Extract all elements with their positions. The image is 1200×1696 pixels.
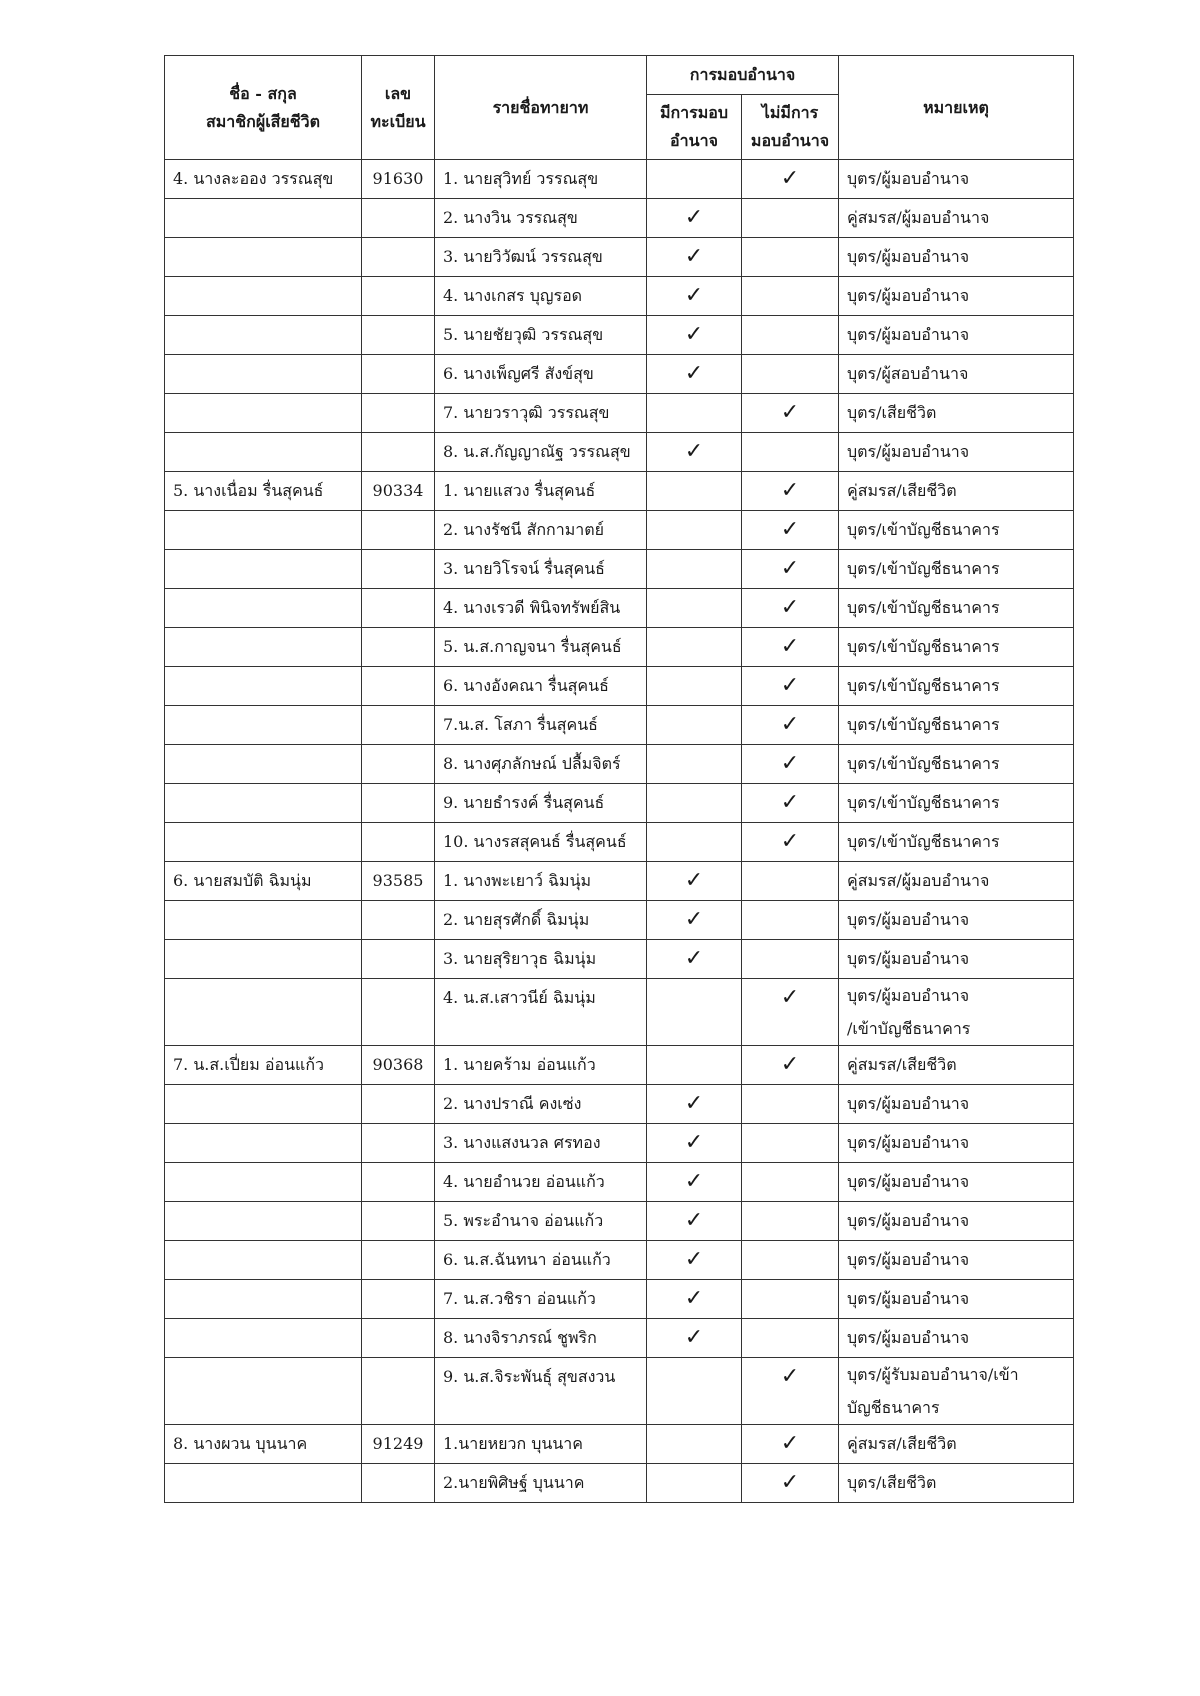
member-cell: [165, 979, 362, 1046]
no-authority-cell: [742, 1124, 839, 1163]
check-icon: ✓: [684, 439, 704, 464]
has-authority-cell: [647, 1319, 742, 1358]
no-authority-cell: [742, 1046, 839, 1085]
reg-cell: [362, 1124, 435, 1163]
heirs-table: [164, 55, 1074, 1503]
reg-cell: [362, 1280, 435, 1319]
table-row: [165, 940, 1074, 979]
no-authority-cell: [742, 1358, 839, 1425]
check-icon: ✓: [780, 556, 800, 581]
reg-cell: [362, 1202, 435, 1241]
reg-cell: [362, 979, 435, 1046]
check-icon: ✓: [684, 205, 704, 230]
note-cell: คู่สมรส/ผู้มอบอำนาจ: [839, 862, 1074, 901]
heir-name-cell: 6. นางเพ็ญศรี สังข์สุข: [435, 355, 647, 394]
has-authority-cell: [647, 394, 742, 433]
table-row: [165, 160, 1074, 199]
note-line: บุตร/ผู้รับมอบอำนาจ/เข้า: [847, 1365, 1019, 1384]
heir-name-cell: 1.นายหยวก บุนนาค: [435, 1425, 647, 1464]
has-authority-cell: [647, 1202, 742, 1241]
check-icon: ✓: [780, 634, 800, 659]
note-cell: บุตร/ผู้มอบอำนาจ: [839, 1085, 1074, 1124]
note-cell: บุตร/ผู้มอบอำนาจ: [839, 1163, 1074, 1202]
table-row: [165, 589, 1074, 628]
member-cell: [165, 199, 362, 238]
no-authority-cell: [742, 199, 839, 238]
has-authority-cell: [647, 745, 742, 784]
heir-name-cell: 10. นางรสสุคนธ์ รื่นสุคนธ์: [435, 823, 647, 862]
check-icon: ✓: [780, 517, 800, 542]
no-authority-cell: [742, 511, 839, 550]
note-cell: [839, 979, 1074, 1046]
table-row: [165, 1124, 1074, 1163]
member-cell: [165, 238, 362, 277]
no-authority-cell: [742, 940, 839, 979]
table-row: [165, 1241, 1074, 1280]
member-cell: [165, 1163, 362, 1202]
no-authority-cell: [742, 1085, 839, 1124]
table-row: [165, 1358, 1074, 1425]
check-icon: ✓: [684, 868, 704, 893]
heir-name-cell: 1. นายแสวง รื่นสุคนธ์: [435, 472, 647, 511]
table-row: [165, 433, 1074, 472]
member-cell: [165, 940, 362, 979]
reg-cell: [362, 628, 435, 667]
heir-name-cell: 3. นายสุริยาวุธ ฉิมนุ่ม: [435, 940, 647, 979]
member-cell: [165, 355, 362, 394]
note-cell: [839, 1358, 1074, 1425]
has-authority-cell: [647, 667, 742, 706]
heir-name-cell: 5. พระอำนาจ อ่อนแก้ว: [435, 1202, 647, 1241]
reg-cell: [362, 550, 435, 589]
note-cell: บุตร/เข้าบัญชีธนาคาร: [839, 745, 1074, 784]
member-cell: 4. นางละออง วรรณสุข: [165, 160, 362, 199]
heir-name-cell: 1. นางพะเยาว์ ฉิมนุ่ม: [435, 862, 647, 901]
has-authority-cell: [647, 550, 742, 589]
table-row: [165, 550, 1074, 589]
check-icon: ✓: [684, 1325, 704, 1350]
no-authority-cell: [742, 1241, 839, 1280]
reg-cell: [362, 706, 435, 745]
check-icon: ✓: [780, 1470, 800, 1495]
note-cell: บุตร/เสียชีวิต: [839, 1464, 1074, 1503]
has-authority-cell: [647, 199, 742, 238]
heir-name-cell: 3. นายวิวัฒน์ วรรณสุข: [435, 238, 647, 277]
has-authority-cell: [647, 1124, 742, 1163]
check-icon: ✓: [684, 946, 704, 971]
member-cell: [165, 784, 362, 823]
note-cell: บุตร/ผู้มอบอำนาจ: [839, 1319, 1074, 1358]
heir-name-cell: 2. นางรัชนี สักกามาตย์: [435, 511, 647, 550]
reg-cell: [362, 511, 435, 550]
reg-cell: [362, 1358, 435, 1425]
check-icon: ✓: [684, 283, 704, 308]
note-header: หมายเหตุ: [839, 56, 1074, 160]
heir-name-cell: 9. นายธำรงค์ รื่นสุคนธ์: [435, 784, 647, 823]
member-cell: [165, 1202, 362, 1241]
table-row: [165, 199, 1074, 238]
check-icon: ✓: [780, 595, 800, 620]
member-header: ชื่อ - สกุล สมาชิกผู้เสียชีวิต: [165, 56, 362, 160]
check-icon: ✓: [780, 790, 800, 815]
has-authority-cell: [647, 160, 742, 199]
reg-cell: [362, 277, 435, 316]
reg-cell: [362, 745, 435, 784]
table-row: [165, 901, 1074, 940]
check-icon: ✓: [684, 1169, 704, 1194]
no-authority-cell: [742, 589, 839, 628]
table-row: [165, 238, 1074, 277]
heir-name-cell: 6. นางอังคณา รื่นสุคนธ์: [435, 667, 647, 706]
no-authority-cell: [742, 316, 839, 355]
table-row: [165, 316, 1074, 355]
has-authority-cell: [647, 1464, 742, 1503]
has-authority-cell: [647, 979, 742, 1046]
member-cell: [165, 1464, 362, 1503]
reg-cell: [362, 199, 435, 238]
heir-name-cell: 4. นายอำนวย อ่อนแก้ว: [435, 1163, 647, 1202]
heir-name-cell: 7.น.ส. โสภา รื่นสุคนธ์: [435, 706, 647, 745]
heir-name-cell: 2. นางปราณี คงเซ่ง: [435, 1085, 647, 1124]
table-row: [165, 628, 1074, 667]
has-authority-cell: [647, 1046, 742, 1085]
note-cell: บุตร/ผู้มอบอำนาจ: [839, 1280, 1074, 1319]
no-authority-cell: [742, 355, 839, 394]
member-cell: 8. นางผวน บุนนาค: [165, 1425, 362, 1464]
table-row: [165, 745, 1074, 784]
table-row: [165, 823, 1074, 862]
member-cell: [165, 511, 362, 550]
has-authority-cell: [647, 355, 742, 394]
heir-name-cell: 1. นายคร้าม อ่อนแก้ว: [435, 1046, 647, 1085]
table-row: [165, 667, 1074, 706]
check-icon: ✓: [684, 244, 704, 269]
table-row: [165, 1085, 1074, 1124]
note-line: บัญชีธนาคาร: [847, 1398, 940, 1417]
note-cell: คู่สมรส/เสียชีวิต: [839, 1046, 1074, 1085]
note-cell: บุตร/ผู้มอบอำนาจ: [839, 433, 1074, 472]
no-authority-cell: [742, 745, 839, 784]
note-cell: บุตร/ผู้มอบอำนาจ: [839, 238, 1074, 277]
member-cell: [165, 1280, 362, 1319]
member-cell: [165, 1124, 362, 1163]
no-authority-cell: [742, 160, 839, 199]
reg-cell: [362, 1464, 435, 1503]
table-body: [165, 160, 1074, 1503]
member-cell: [165, 1085, 362, 1124]
member-cell: [165, 628, 362, 667]
heir-name-cell: 1. นายสุวิทย์ วรรณสุข: [435, 160, 647, 199]
reg-cell: [362, 667, 435, 706]
check-icon: ✓: [684, 1247, 704, 1272]
check-icon: ✓: [780, 985, 800, 1010]
reg-cell: [362, 1319, 435, 1358]
reg-cell: [362, 238, 435, 277]
heir-name-cell: 5. นายชัยวุฒิ วรรณสุข: [435, 316, 647, 355]
note-cell: บุตร/ผู้มอบอำนาจ: [839, 1124, 1074, 1163]
note-cell: บุตร/ผู้มอบอำนาจ: [839, 940, 1074, 979]
member-cell: [165, 550, 362, 589]
note-cell: คู่สมรส/เสียชีวิต: [839, 472, 1074, 511]
heir-name-cell: 7. นายวราวุฒิ วรรณสุข: [435, 394, 647, 433]
yes-header: มีการมอบ อำนาจ: [647, 95, 742, 160]
no-authority-cell: [742, 238, 839, 277]
member-cell: [165, 1358, 362, 1425]
heir-name-cell: 8. นางจิราภรณ์ ชูพริก: [435, 1319, 647, 1358]
member-cell: 5. นางเนื่อม รื่นสุคนธ์: [165, 472, 362, 511]
reg-cell: [362, 823, 435, 862]
reg-cell: [362, 901, 435, 940]
table-row: [165, 1046, 1074, 1085]
heir-name-cell: 8. น.ส.กัญญาณัฐ วรรณสุข: [435, 433, 647, 472]
reg-cell: [362, 394, 435, 433]
heir-name-cell: 9. น.ส.จิระพันธุ์ สุขสงวน: [435, 1358, 647, 1425]
heir-name-cell: 4. น.ส.เสาวนีย์ ฉิมนุ่ม: [435, 979, 647, 1046]
table-row: [165, 394, 1074, 433]
note-cell: บุตร/เข้าบัญชีธนาคาร: [839, 667, 1074, 706]
reg-cell: 91630: [362, 160, 435, 199]
note-line: /เข้าบัญชีธนาคาร: [847, 1019, 971, 1038]
heir-name-cell: 3. นายวิโรจน์ รื่นสุคนธ์: [435, 550, 647, 589]
member-cell: [165, 706, 362, 745]
reg-cell: 93585: [362, 862, 435, 901]
reg-cell: [362, 433, 435, 472]
note-line: บุตร/ผู้มอบอำนาจ: [847, 986, 970, 1005]
reg-header: เลข ทะเบียน: [362, 56, 435, 160]
table-row: [165, 1425, 1074, 1464]
note-cell: บุตร/เข้าบัญชีธนาคาร: [839, 550, 1074, 589]
reg-cell: [362, 784, 435, 823]
reg-cell: 91249: [362, 1425, 435, 1464]
note-cell: บุตร/เสียชีวิต: [839, 394, 1074, 433]
has-authority-cell: [647, 1241, 742, 1280]
table-row: [165, 862, 1074, 901]
reg-cell: [362, 940, 435, 979]
has-authority-cell: [647, 901, 742, 940]
no-authority-cell: [742, 1280, 839, 1319]
check-icon: ✓: [684, 361, 704, 386]
table-row: [165, 277, 1074, 316]
has-authority-cell: [647, 862, 742, 901]
table-row: [165, 1163, 1074, 1202]
no-authority-cell: [742, 1425, 839, 1464]
reg-cell: [362, 1163, 435, 1202]
no-authority-cell: [742, 1163, 839, 1202]
table-row: [165, 472, 1074, 511]
check-icon: ✓: [780, 478, 800, 503]
no-authority-cell: [742, 1202, 839, 1241]
note-cell: บุตร/ผู้มอบอำนาจ: [839, 1202, 1074, 1241]
has-authority-cell: [647, 940, 742, 979]
no-authority-cell: [742, 823, 839, 862]
check-icon: ✓: [684, 322, 704, 347]
has-authority-cell: [647, 628, 742, 667]
check-icon: ✓: [780, 673, 800, 698]
no-authority-cell: [742, 472, 839, 511]
heir-name-cell: 7. น.ส.วชิรา อ่อนแก้ว: [435, 1280, 647, 1319]
table-row: [165, 979, 1074, 1046]
member-cell: [165, 745, 362, 784]
reg-cell: [362, 1085, 435, 1124]
has-authority-cell: [647, 706, 742, 745]
has-authority-cell: [647, 316, 742, 355]
has-authority-cell: [647, 823, 742, 862]
check-icon: ✓: [780, 829, 800, 854]
no-authority-cell: [742, 277, 839, 316]
check-icon: ✓: [780, 751, 800, 776]
check-icon: ✓: [780, 1052, 800, 1077]
member-cell: [165, 823, 362, 862]
member-cell: [165, 316, 362, 355]
heir-name-cell: 3. นางแสงนวล ศรทอง: [435, 1124, 647, 1163]
member-cell: [165, 1241, 362, 1280]
no-authority-cell: [742, 1464, 839, 1503]
heir-header: รายชื่อทายาท: [435, 56, 647, 160]
has-authority-cell: [647, 277, 742, 316]
heir-name-cell: 8. นางศุภลักษณ์ ปลื้มจิตร์: [435, 745, 647, 784]
note-cell: บุตร/ผู้มอบอำนาจ: [839, 277, 1074, 316]
member-cell: [165, 394, 362, 433]
check-icon: ✓: [684, 1208, 704, 1233]
check-icon: ✓: [684, 1091, 704, 1116]
reg-cell: [362, 355, 435, 394]
check-icon: ✓: [780, 166, 800, 191]
no-authority-cell: [742, 784, 839, 823]
no-authority-cell: [742, 979, 839, 1046]
note-cell: คู่สมรส/ผู้มอบอำนาจ: [839, 199, 1074, 238]
member-cell: 7. น.ส.เปี่ยม อ่อนแก้ว: [165, 1046, 362, 1085]
table-row: [165, 1202, 1074, 1241]
check-icon: ✓: [684, 1130, 704, 1155]
member-cell: [165, 1319, 362, 1358]
member-cell: [165, 589, 362, 628]
check-icon: ✓: [780, 712, 800, 737]
note-cell: บุตร/ผู้มอบอำนาจ: [839, 160, 1074, 199]
has-authority-cell: [647, 472, 742, 511]
member-cell: [165, 667, 362, 706]
member-cell: [165, 901, 362, 940]
heir-name-cell: 6. น.ส.ฉันทนา อ่อนแก้ว: [435, 1241, 647, 1280]
table-header: [165, 56, 1074, 160]
note-cell: บุตร/เข้าบัญชีธนาคาร: [839, 823, 1074, 862]
table-row: [165, 1464, 1074, 1503]
has-authority-cell: [647, 1280, 742, 1319]
no-authority-cell: [742, 628, 839, 667]
no-authority-cell: [742, 901, 839, 940]
heir-name-cell: 2. นางวิน วรรณสุข: [435, 199, 647, 238]
note-cell: บุตร/เข้าบัญชีธนาคาร: [839, 784, 1074, 823]
note-cell: บุตร/ผู้มอบอำนาจ: [839, 316, 1074, 355]
no-authority-cell: [742, 667, 839, 706]
no-authority-cell: [742, 706, 839, 745]
note-cell: บุตร/เข้าบัญชีธนาคาร: [839, 628, 1074, 667]
table-row: [165, 355, 1074, 394]
note-cell: คู่สมรส/เสียชีวิต: [839, 1425, 1074, 1464]
no-authority-cell: [742, 1319, 839, 1358]
has-authority-cell: [647, 1163, 742, 1202]
reg-cell: 90334: [362, 472, 435, 511]
check-icon: ✓: [780, 1431, 800, 1456]
note-cell: บุตร/เข้าบัญชีธนาคาร: [839, 511, 1074, 550]
note-cell: บุตร/ผู้สอบอำนาจ: [839, 355, 1074, 394]
no-authority-cell: [742, 394, 839, 433]
heir-name-cell: 4. นางเกสร บุญรอด: [435, 277, 647, 316]
heir-name-cell: 4. นางเรวดี พินิจทรัพย์สิน: [435, 589, 647, 628]
reg-cell: 90368: [362, 1046, 435, 1085]
note-cell: บุตร/ผู้มอบอำนาจ: [839, 1241, 1074, 1280]
authority-header: การมอบอำนาจ: [647, 56, 839, 95]
no-authority-cell: [742, 433, 839, 472]
check-icon: ✓: [780, 400, 800, 425]
heir-name-cell: 2.นายพิศิษฐ์ บุนนาค: [435, 1464, 647, 1503]
has-authority-cell: [647, 1085, 742, 1124]
member-cell: [165, 277, 362, 316]
member-cell: 6. นายสมบัติ ฉิมนุ่ม: [165, 862, 362, 901]
table-row: [165, 511, 1074, 550]
table-row: [165, 706, 1074, 745]
check-icon: ✓: [684, 907, 704, 932]
table-row: [165, 1280, 1074, 1319]
reg-cell: [362, 589, 435, 628]
has-authority-cell: [647, 511, 742, 550]
heir-name-cell: 2. นายสุรศักดิ์ ฉิมนุ่ม: [435, 901, 647, 940]
heir-name-cell: 5. น.ส.กาญจนา รื่นสุคนธ์: [435, 628, 647, 667]
table-row: [165, 1319, 1074, 1358]
note-cell: บุตร/เข้าบัญชีธนาคาร: [839, 589, 1074, 628]
no-authority-cell: [742, 862, 839, 901]
table-row: [165, 784, 1074, 823]
has-authority-cell: [647, 238, 742, 277]
note-cell: บุตร/ผู้มอบอำนาจ: [839, 901, 1074, 940]
no-authority-cell: [742, 550, 839, 589]
no-header: ไม่มีการ มอบอำนาจ: [742, 95, 839, 160]
member-cell: [165, 433, 362, 472]
has-authority-cell: [647, 589, 742, 628]
reg-cell: [362, 1241, 435, 1280]
has-authority-cell: [647, 784, 742, 823]
check-icon: ✓: [780, 1364, 800, 1389]
has-authority-cell: [647, 1358, 742, 1425]
note-cell: บุตร/เข้าบัญชีธนาคาร: [839, 706, 1074, 745]
has-authority-cell: [647, 433, 742, 472]
has-authority-cell: [647, 1425, 742, 1464]
reg-cell: [362, 316, 435, 355]
check-icon: ✓: [684, 1286, 704, 1311]
